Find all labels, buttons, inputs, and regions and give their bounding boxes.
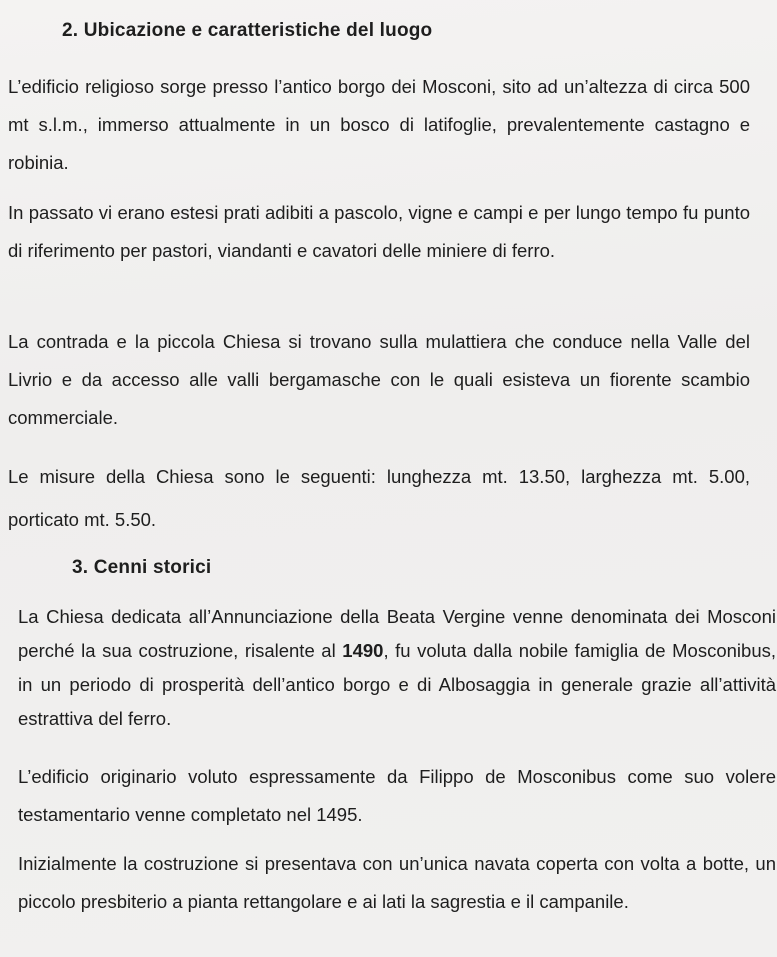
paragraph: [18, 600, 776, 736]
paragraph: Inizialmente la costruzione si presentava con un’unica navata coperta con volta a botte, un piccolo presbiterio a pianta rettangolare e ai lati la sagrestia e il campanile.: [18, 853, 776, 912]
paragraph: Le misure della Chiesa sono le seguenti: lunghezza mt. 13.50, larghezza mt. 5.00, porticato mt. 5.50.: [8, 466, 750, 530]
paragraph: In passato vi erano estesi prati adibiti a pascolo, vigne e campi e per lungo tempo fu punto di riferimento per pastori, viandanti e cavatori delle miniere di ferro.: [8, 202, 750, 261]
text-run: La Chiesa dedicata all’Annunciazione della Beata Vergine venne denominata dei Mosconi perché la sua costruzione, risalente al: [18, 606, 776, 661]
paragraph: L’edificio originario voluto espressamente da Filippo de Mosconibus come suo volere testamentario venne completato nel 1495.: [18, 766, 776, 825]
paragraph: L’edificio religioso sorge presso l’antico borgo dei Mosconi, sito ad un’altezza di circa 500 mt s.l.m., immerso attualmente in un bosco di latifoglie, prevalentemente castagno e robinia.: [8, 76, 750, 173]
text-run: , fu voluta dalla nobile famiglia de Mosconibus, in un periodo di prosperità dell’antico borgo e di Albosaggia in generale grazie all’attività estrattiva del ferro.: [18, 640, 776, 729]
year-bold: 1490: [342, 640, 384, 661]
paragraph: La contrada e la piccola Chiesa si trovano sulla mulattiera che conduce nella Valle del Livrio e da accesso alle valli bergamasche con le quali esisteva un fiorente scambio commerciale.: [8, 331, 750, 428]
section-heading: 3. Cenni storici: [72, 557, 212, 578]
section-heading: 2. Ubicazione e caratteristiche del luogo: [62, 20, 433, 41]
